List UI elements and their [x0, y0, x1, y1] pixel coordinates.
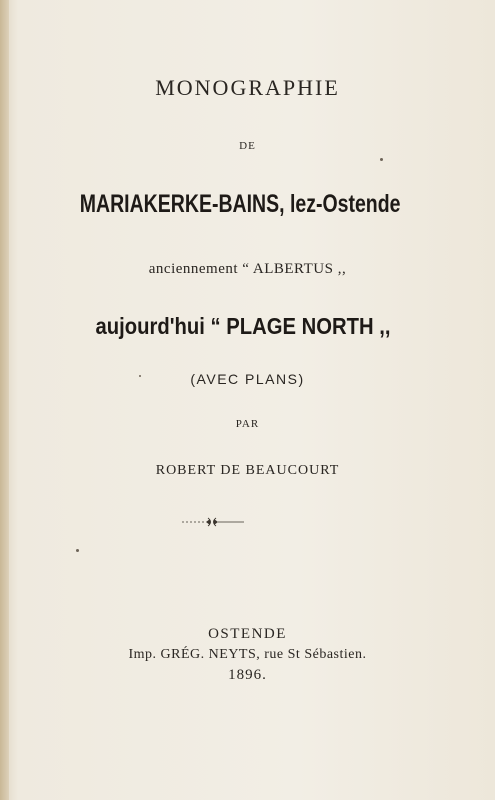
foxing-spot [380, 158, 383, 161]
foxing-spot [139, 375, 141, 377]
place-name: MARIAKERKE-BAINS, lez-Ostende [79, 190, 401, 218]
imprint-city: OSTENDE [208, 626, 287, 642]
imprint-printer: Imp. GRÉG. NEYTS, rue St Sébastien. [128, 647, 367, 662]
preposition-de: DE [239, 140, 256, 152]
book-title: MONOGRAPHIE [155, 75, 340, 100]
author-name: ROBERT DE BEAUCOURT [155, 463, 340, 478]
preposition-par: PAR [235, 418, 260, 430]
ornament-rule-icon [178, 516, 248, 528]
current-name: aujourd'hui “ PLAGE NORTH ,, [95, 313, 391, 339]
former-name: anciennement “ ALBERTUS ,, [148, 261, 347, 277]
plans-note: (AVEC PLANS) [190, 371, 305, 387]
imprint-year: 1896. [228, 667, 267, 683]
foxing-spot [76, 549, 79, 552]
